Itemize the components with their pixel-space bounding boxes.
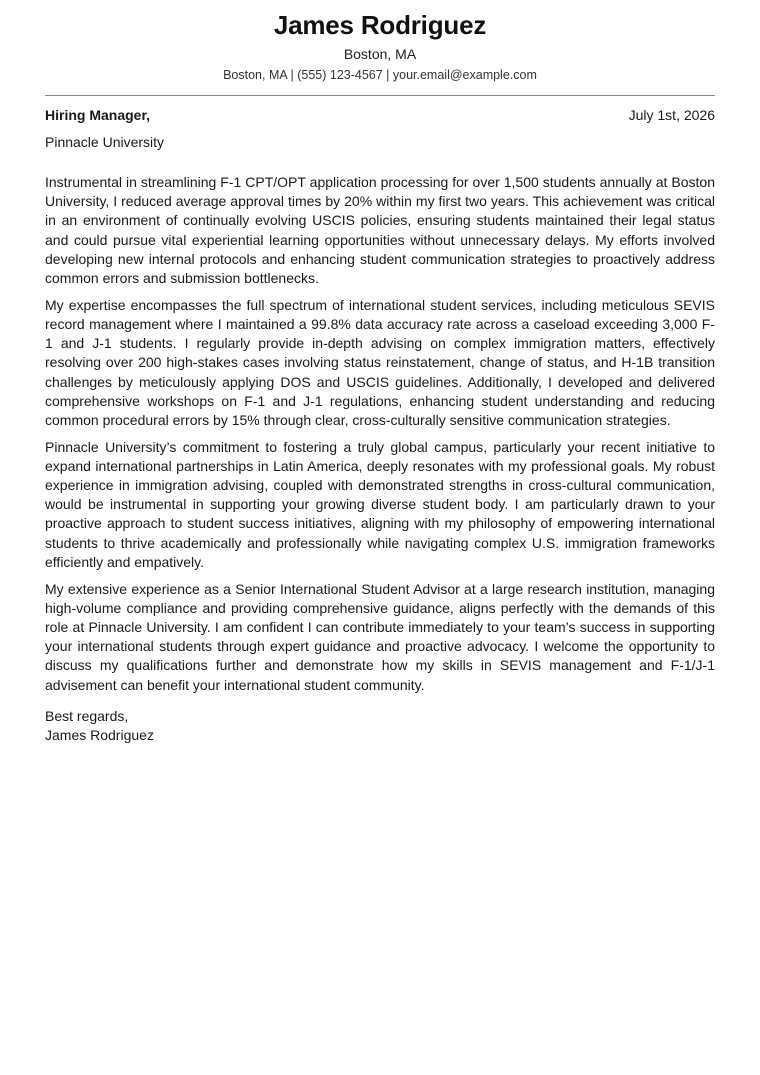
letter-date: July 1st, 2026 bbox=[628, 107, 715, 123]
recipient-organization: Pinnacle University bbox=[45, 134, 165, 150]
letter-body bbox=[45, 173, 715, 695]
header-divider bbox=[45, 95, 715, 96]
letter-header bbox=[45, 10, 715, 83]
recipient-date-row bbox=[45, 106, 715, 124]
body-paragraph-4: My extensive experience as a Senior International Student Advisor at a large research institution, managing high-volume compliance and providing comprehensive guidance, aligns perfectly with the demands of this role at Pinnacle University. I am confident I can contribute immediately to your team’s success in supporting your international students through expert guidance and proactive advocacy. I welcome the opportunity to discuss my qualifications further and demonstrate how my skills in SEVIS management and F-1/J-1 advisement can benefit your international student community. bbox=[45, 580, 715, 693]
recipient-salutation: Hiring Manager, bbox=[45, 107, 151, 123]
sender-contact-line: Boston, MA | (555) 123-4567 | your.email@example.com bbox=[223, 68, 537, 82]
closing-salutation: Best regards, bbox=[45, 707, 129, 724]
sender-name: James Rodriguez bbox=[273, 10, 487, 40]
body-paragraph-2: My expertise encompasses the full spectrum of international student services, including meticulous SEVIS record management where I maintained a 99.8% data accuracy rate across a caseload exceeding 3,000 F-1 and J-1 students. I regularly provide in-depth advising on complex immigration matters, effectively resolving over 200 high-stakes cases involving status reinstatement, change of status, and H-1B transition challenges by meticulously applying DOS and USCIS guidelines. Additionally, I developed and delivered comprehensive workshops on F-1 and J-1 regulations, enhancing student understanding and reducing common procedural errors by 15% through clear, cross-culturally sensitive communication strategies. bbox=[45, 296, 715, 428]
body-paragraph-3: Pinnacle University’s commitment to fostering a truly global campus, particularly your recent initiative to expand international partnerships in Latin America, deeply resonates with my professional goals. My robust experience in immigration advising, coupled with demonstrated strengths in cross-cultural communication, would be instrumental in supporting your growing diverse student body. I am particularly drawn to your proactive approach to student success initiatives, aligning with my philosophy of empowering international students to thrive academically and professionally while navigating complex U.S. immigration frameworks efficiently and empatively. bbox=[45, 438, 715, 570]
sender-location: Boston, MA bbox=[343, 46, 417, 62]
body-paragraph-1: Instrumental in streamlining F-1 CPT/OPT application processing for over 1,500 students annually at Boston University, I reduced average approval times by 20% within my first two years. This achievement was critical in an environment of continually evolving USCIS policies, ensuring students maintained their legal status and could pursue vital experiential learning opportunities without unnecessary delays. My efforts involved developing new internal protocols and enhancing student communication strategies to proactively address common errors and submission bottlenecks. bbox=[45, 174, 715, 287]
closing-signature: James Rodriguez bbox=[45, 726, 154, 743]
letter-closing bbox=[45, 707, 715, 745]
